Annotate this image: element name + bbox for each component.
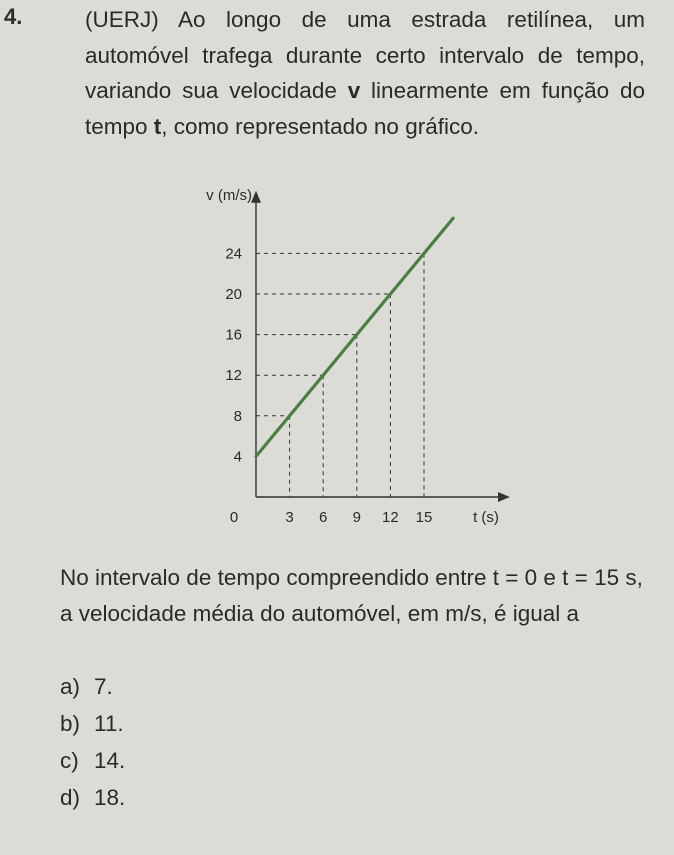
answer-options bbox=[60, 668, 125, 816]
option-b-text: 11. bbox=[94, 711, 124, 736]
option-d-letter: d) bbox=[60, 785, 81, 810]
x-tick-label-9: 9 bbox=[352, 509, 361, 526]
option-a-text: 7. bbox=[94, 674, 113, 699]
x-tick-label-15: 15 bbox=[415, 509, 433, 526]
y-tick-label-16: 16 bbox=[225, 326, 242, 344]
x-axis-arrow bbox=[498, 492, 510, 502]
option-b-letter: b) bbox=[60, 711, 81, 736]
stem-text-3: , como representado no gráfico. bbox=[161, 113, 479, 139]
option-a[interactable] bbox=[60, 668, 125, 705]
stem-text-1: (UERJ) Ao longo de uma estrada retilínea, um automóvel trafega durante certo intervalo de tempo, variando sua velocidade bbox=[85, 7, 645, 103]
option-c-letter: c) bbox=[60, 748, 79, 773]
y-tick-label-20: 20 bbox=[225, 286, 242, 303]
stem-var-v: v bbox=[347, 78, 361, 103]
option-c-text: 14. bbox=[94, 748, 126, 773]
x-tick-label-3: 3 bbox=[285, 509, 294, 526]
option-b[interactable] bbox=[60, 705, 125, 742]
y-axis-arrow bbox=[251, 191, 261, 203]
x-axis-label: t (s) bbox=[473, 509, 499, 526]
y-tick-label-12: 12 bbox=[225, 367, 242, 385]
x-tick-label-12: 12 bbox=[382, 509, 399, 526]
stem-var-t: t bbox=[153, 113, 162, 139]
option-c[interactable] bbox=[60, 742, 125, 779]
y-tick-label-24: 24 bbox=[225, 245, 242, 263]
stem-text-2: linearmente em função do tempo bbox=[85, 78, 645, 139]
option-d[interactable] bbox=[60, 779, 125, 816]
y-axis-label: v (m/s) bbox=[206, 186, 252, 204]
question-number: 4. bbox=[4, 4, 23, 29]
option-d-text: 18. bbox=[94, 785, 126, 810]
x-tick-label-6: 6 bbox=[319, 509, 328, 526]
option-a-letter: a) bbox=[60, 674, 81, 699]
question-prompt: No intervalo de tempo compreendido entre t = 0 e t = 15 s, a velocidade média do automóvel, em m/s, é igual a bbox=[60, 565, 643, 626]
question-stem bbox=[85, 2, 645, 144]
origin-label: 0 bbox=[229, 509, 239, 526]
velocity-time-chart bbox=[180, 180, 540, 540]
y-tick-label-8: 8 bbox=[233, 407, 242, 425]
y-tick-label-4: 4 bbox=[233, 448, 242, 466]
